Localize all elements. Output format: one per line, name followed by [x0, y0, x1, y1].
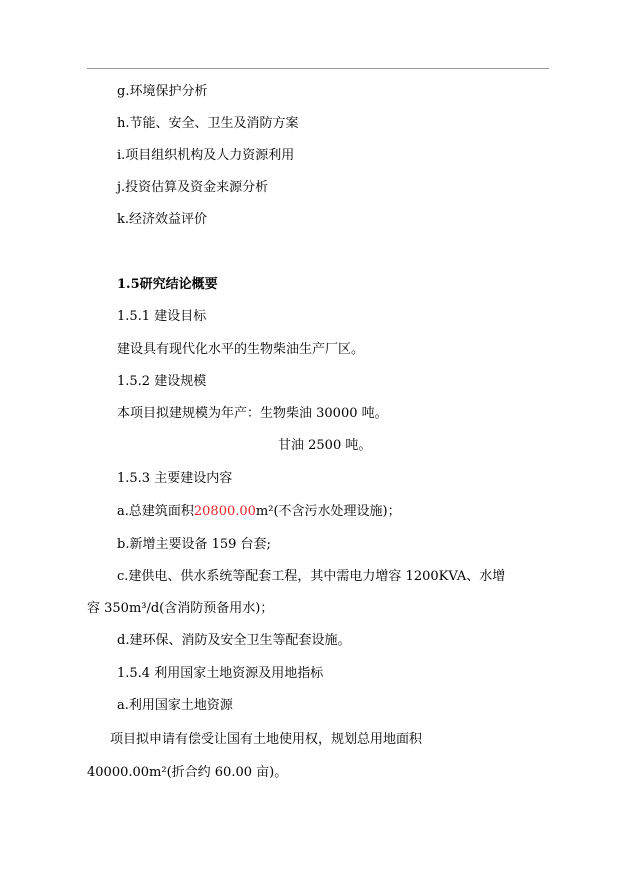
- subsection-heading-1-5-4: 1.5.4 利用国家土地资源及用地指标: [117, 666, 324, 681]
- item-a-value: 20800.00: [193, 504, 256, 519]
- list-item-k: k.经济效益评价: [117, 212, 208, 227]
- list-item-i: i.项目组织机构及人力资源利用: [117, 148, 295, 163]
- list-item-j: j.投资估算及资金来源分析: [117, 180, 269, 195]
- item-a-suffix: m²(不含污水处理设施)；: [255, 504, 401, 519]
- paragraph-land-line1: 项目拟申请有偿受让国有土地使用权，规划总用地面积: [110, 732, 423, 747]
- item-c-line2: 容 350m³/d(含消防预备用水)；: [87, 601, 274, 616]
- list-item-g: g.环境保护分析: [117, 84, 208, 99]
- paragraph-land-line2: 40000.00m²(折合约 60.00 亩)。: [87, 765, 288, 780]
- item-d-facilities: d.建环保、消防及安全卫生等配套设施。: [117, 633, 351, 648]
- item-a-land: a.利用国家土地资源: [117, 698, 233, 713]
- paragraph-scale-glycerin: 甘油 2500 吨。: [278, 438, 372, 453]
- subsection-heading-1-5-2: 1.5.2 建设规模: [117, 374, 207, 389]
- subsection-heading-1-5-1: 1.5.1 建设目标: [117, 309, 207, 324]
- subsection-heading-1-5-3: 1.5.3 主要建设内容: [117, 471, 233, 486]
- header-rule: [87, 68, 549, 69]
- section-title: 1.5研究结论概要: [117, 277, 218, 292]
- list-item-h: h.节能、安全、卫生及消防方案: [117, 116, 299, 131]
- item-b-equipment: b.新增主要设备 159 台套;: [117, 537, 271, 552]
- paragraph-goal: 建设具有现代化水平的生物柴油生产厂区。: [117, 342, 365, 357]
- item-a-floor-area: [117, 503, 401, 521]
- item-c-line1: c.建供电、供水系统等配套工程，其中需电力增容 1200KVA、水增: [117, 569, 506, 584]
- item-a-prefix: a.总建筑面积: [117, 504, 194, 519]
- paragraph-scale: 本项目拟建规模为年产：生物柴油 30000 吨。: [117, 406, 388, 421]
